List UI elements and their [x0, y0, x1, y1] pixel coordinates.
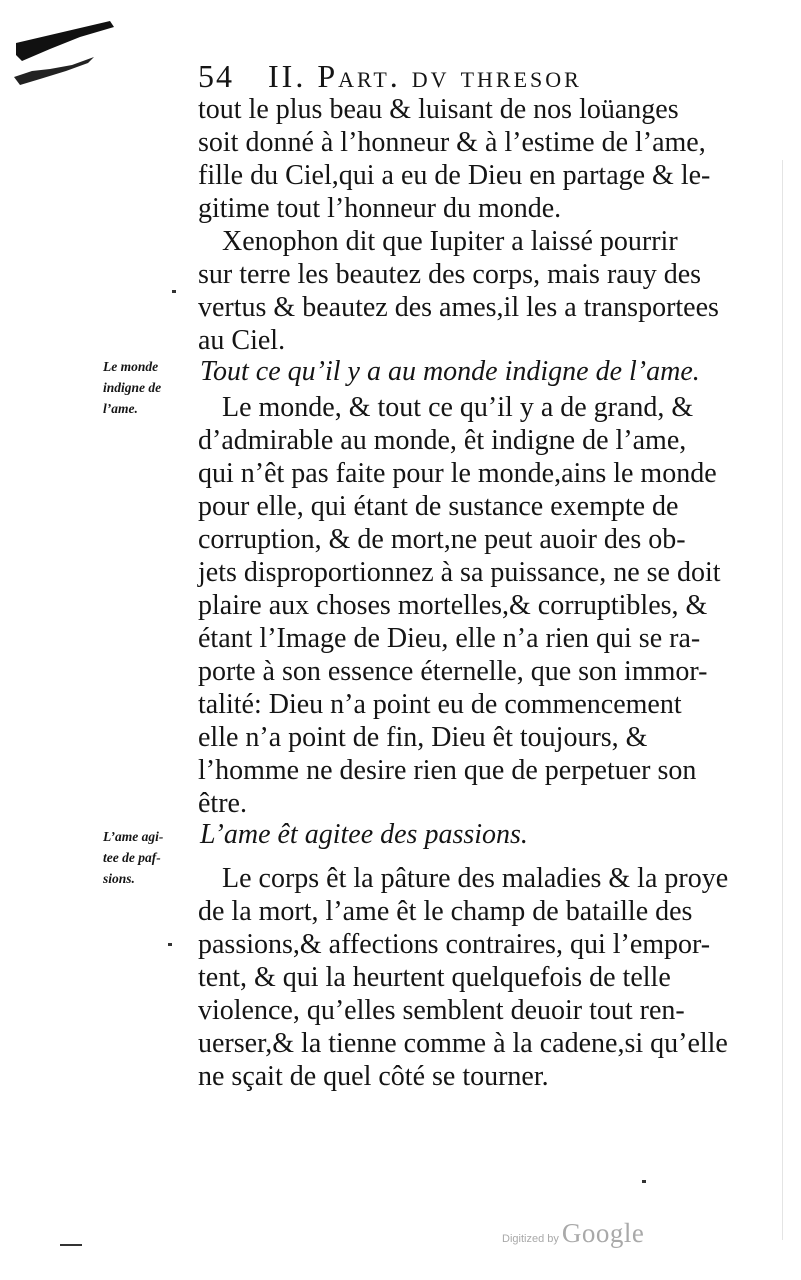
text-line: vertus & beautez des ames,il les a transportees [198, 292, 719, 323]
text-line: elle n’a point de fin, Dieu êt toujours, & [198, 722, 648, 753]
running-title: II. Part. dv thresor [268, 58, 582, 94]
running-header [198, 58, 582, 95]
text-line: tent, & qui la heurtent quelquefois de telle [198, 962, 671, 993]
text-line: au Ciel. [198, 325, 286, 356]
text-line: Le corps êt la pâture des maladies & la proye [222, 863, 729, 894]
ink-speck [172, 290, 176, 293]
margin-note-line: Le monde [103, 359, 159, 374]
text-line: soit donné à l’honneur & à l’estime de l’ame, [198, 127, 706, 158]
text-line: étant l’Image de Dieu, elle n’a rien qui se ra- [198, 623, 701, 654]
text-line: fille du Ciel,qui a eu de Dieu en partage & le- [198, 160, 711, 191]
margin-note-line: tee de paf- [103, 850, 161, 865]
margin-note-line: L’ame agi- [103, 829, 164, 844]
text-line: corruption, & de mort,ne peut auoir des ob- [198, 524, 686, 555]
text-line: être. [198, 788, 247, 819]
text-line: de la mort, l’ame êt le champ de bataille des [198, 896, 693, 927]
text-line: sur terre les beautez des corps, mais rauy des [198, 259, 702, 290]
text-line: pour elle, qui étant de sustance exempte de [198, 491, 679, 522]
text-line: ne sçait de quel côté se tourner. [198, 1061, 549, 1092]
text-line: Xenophon dit que Iupiter a laissé pourrir [222, 226, 678, 257]
margin-note-line: l’ame. [103, 401, 138, 416]
text-line: d’admirable au monde, êt indigne de l’ame, [198, 425, 687, 456]
ink-smudge [10, 15, 120, 85]
text-line: talité: Dieu n’a point eu de commencement [198, 689, 682, 720]
margin-note [103, 826, 163, 889]
ink-speck [168, 943, 172, 946]
ink-dash [60, 1244, 82, 1246]
text-line: plaire aux choses mortelles,& corruptibles, & [198, 590, 708, 621]
text-line: gitime tout l’honneur du monde. [198, 193, 562, 224]
page-number: 54 [198, 58, 234, 94]
ink-speck [642, 1180, 646, 1183]
text-line: passions,& affections contraires, qui l’empor- [198, 929, 711, 960]
text-line: qui n’êt pas faite pour le monde,ains le monde [198, 458, 717, 489]
digitized-label: Digitized by [502, 1233, 559, 1245]
text-line: tout le plus beau & luisant de nos loüanges [198, 94, 679, 125]
margin-note [103, 356, 161, 419]
digitized-watermark [502, 1218, 644, 1249]
text-line: jets disproportionnez à sa puissance, ne se doit [198, 557, 721, 588]
text-line: violence, qu’elles semblent deuoir tout ren- [198, 995, 685, 1026]
margin-note-line: indigne de [103, 380, 162, 395]
margin-note-line: sions. [103, 871, 135, 886]
text-line: Le monde, & tout ce qu’il y a de grand, & [222, 392, 694, 423]
section-heading: Tout ce qu’il y a au monde indigne de l’ame. [200, 356, 700, 387]
text-line: porte à son essence éternelle, que son immor- [198, 656, 708, 687]
text-line: uerser,& la tienne comme à la cadene,si qu’elle [198, 1028, 728, 1059]
page-edge-shadow [782, 160, 783, 1240]
text-line: l’homme ne desire rien que de perpetuer son [198, 755, 697, 786]
google-logo: Google [561, 1218, 645, 1248]
section-heading: L’ame êt agitee des passions. [200, 819, 528, 850]
